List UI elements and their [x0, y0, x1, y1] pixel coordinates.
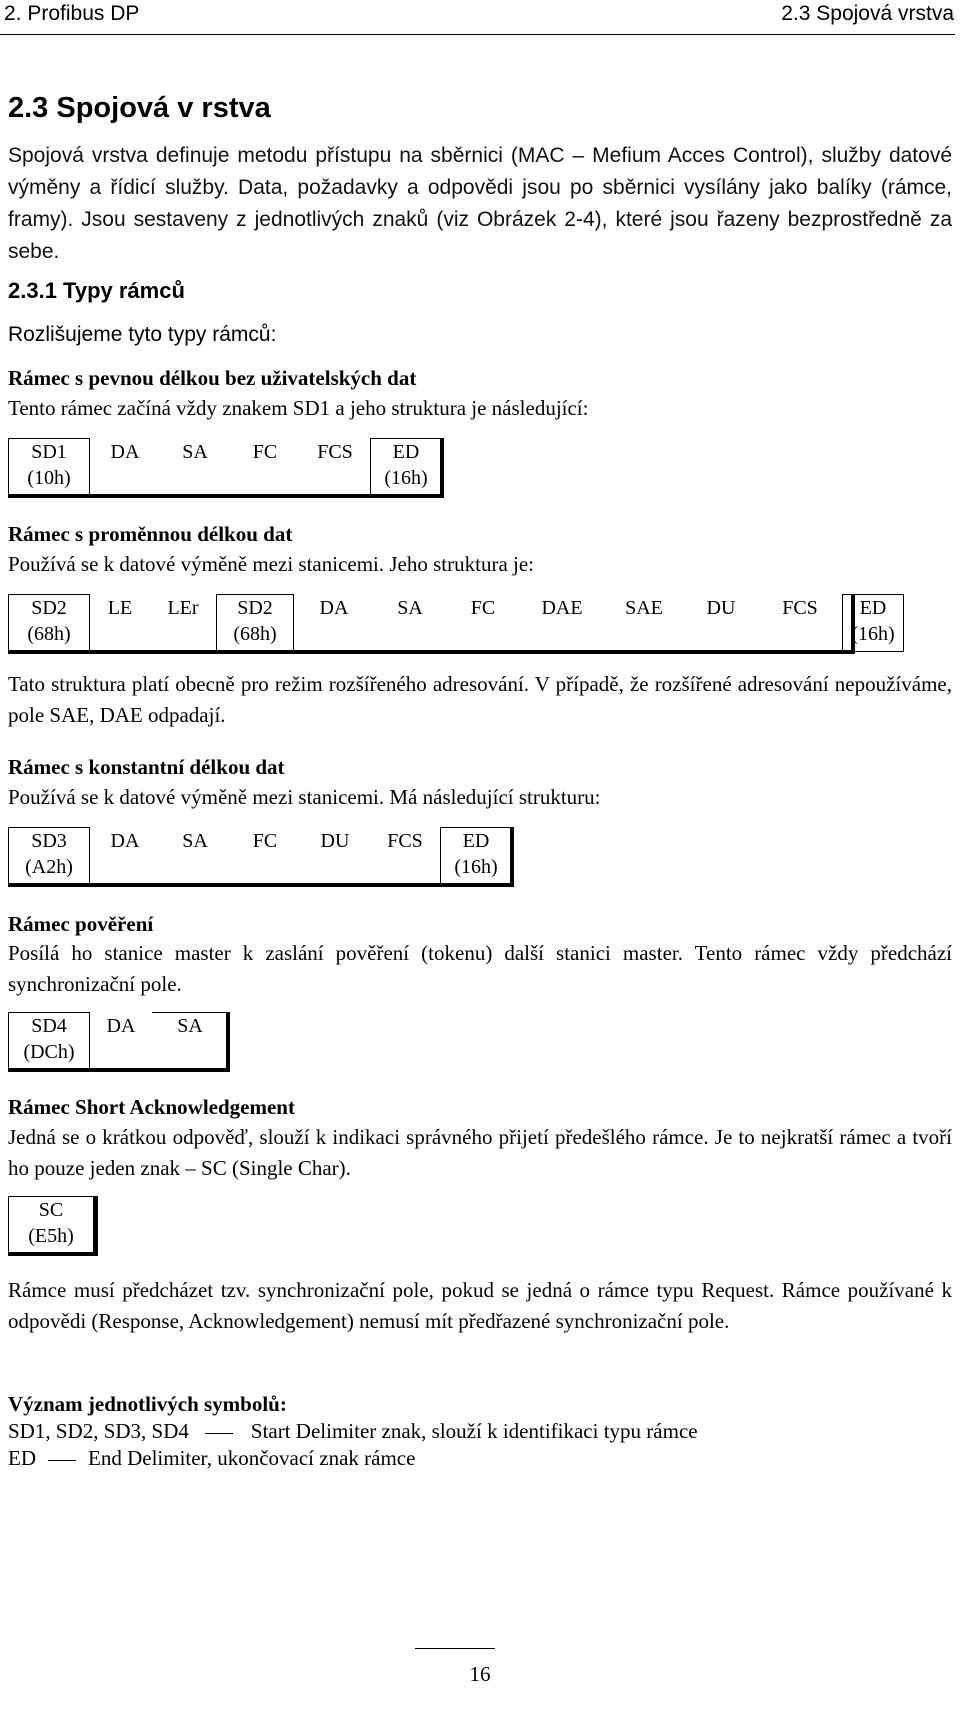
- frame5-outline: [8, 1196, 98, 1256]
- frame3-text: Používá se k datové výměně mezi stanicemi. Má následující strukturu:: [8, 785, 601, 809]
- frame4-text: Posílá ho stanice master k zaslání pověření (tokenu) další stanici master. Tento rámec vždy předchází synchronizační pole.: [8, 941, 952, 996]
- frame-field: SD4 (DCh): [9, 1013, 90, 1070]
- symbol-desc: Start Delimiter znak, slouží k identifikaci typu rámce: [250, 1419, 698, 1443]
- frame2-note: Tato struktura platí obecně pro režim rozšířeného adresování. V případě, že rozšířené adresování nepoužíváme, pole SAE, DAE odpadají.: [8, 672, 952, 727]
- frame-field: DU: [706, 596, 736, 619]
- frame-field: LE: [107, 596, 133, 619]
- frame1-text: Tento rámec začíná vždy znakem SD1 a jeho struktura je následující:: [8, 396, 589, 420]
- frame-field: SD1 (10h): [9, 439, 90, 496]
- frame-field: DA: [106, 1014, 136, 1037]
- symbol-row: [8, 1446, 415, 1471]
- frame-field: DA: [110, 440, 140, 463]
- frame-field: FC: [252, 440, 278, 463]
- frame-field: SA: [182, 829, 208, 852]
- subsection-title: 2.3.1 Typy rámců: [8, 278, 185, 303]
- frame3-title: Rámec s konstantní délkou dat: [8, 755, 285, 779]
- frame-field: ED (16h): [441, 828, 512, 885]
- frame-field: DAE: [541, 596, 583, 619]
- frame-field: DA: [319, 596, 349, 619]
- frame-field: SC (E5h): [9, 1197, 94, 1254]
- frame5-text: Jedná se o krátkou odpověď, slouží k indikaci správného přijetí předešlého rámce. Je to nejkratší rámec a tvoří ho pouze jeden znak – SC (Single Char).: [8, 1125, 952, 1180]
- header-rule: [0, 34, 955, 35]
- footer-rule: [415, 1648, 495, 1649]
- frame-field: SA: [397, 596, 423, 619]
- frame-field: ED (16h): [843, 595, 904, 652]
- sync-note: Rámce musí předcházet tzv. synchronizační pole, pokud se jedná o rámce typu Request. Rámce používané k odpovědi (Response, Acknowledgement) nemusí mít předřazené synchronizační pole.: [8, 1278, 952, 1333]
- frame-field: FC: [470, 596, 496, 619]
- frame2-text: Používá se k datové výměně mezi stanicemi. Jeho struktura je:: [8, 552, 535, 576]
- symbol-desc: End Delimiter, ukončovací znak rámce: [88, 1446, 416, 1470]
- frame-field: SD2 (68h): [217, 595, 294, 652]
- dash-mark: [205, 1433, 233, 1434]
- frame-field: FCS: [782, 596, 818, 619]
- frame-field: ED (16h): [371, 439, 442, 496]
- frame-field: DU: [320, 829, 350, 852]
- symbol-term: SD1, SD2, SD3, SD4: [8, 1419, 189, 1443]
- frame5-title: Rámec Short Acknowledgement: [8, 1095, 295, 1119]
- header-chapter: 2. Profibus DP: [4, 2, 140, 25]
- frame3-outline: [8, 827, 514, 887]
- symbol-row: [8, 1419, 698, 1444]
- frame-field: LEr: [167, 596, 199, 619]
- frame-field: SD2 (68h): [9, 595, 90, 652]
- dash-mark: [48, 1460, 76, 1461]
- section-title: 2.3 Spojová v rstva: [8, 92, 271, 124]
- frame-field: SA: [182, 440, 208, 463]
- frame1-outline: [8, 438, 444, 498]
- frame2-outline: [8, 594, 855, 654]
- frame-field: SA: [152, 1013, 229, 1070]
- frame-field: FCS: [387, 829, 423, 852]
- symbol-term: ED: [8, 1446, 36, 1470]
- symbols-title: Význam jednotlivých symbolů:: [8, 1392, 287, 1416]
- running-header: [0, 0, 960, 40]
- frame4-title: Rámec pověření: [8, 912, 154, 936]
- frame1-title: Rámec s pevnou délkou bez uživatelských dat: [8, 366, 417, 390]
- frame4-outline: [8, 1012, 230, 1072]
- frame-field: FCS: [317, 440, 353, 463]
- frame-field: SAE: [625, 596, 663, 619]
- header-section: 2.3 Spojová vrstva: [781, 2, 954, 25]
- lead-text: Rozlišujeme tyto typy rámců:: [8, 323, 277, 346]
- frame-field: DA: [110, 829, 140, 852]
- frame-field: SD3 (A2h): [9, 828, 90, 885]
- intro-paragraph: Spojová vrstva definuje metodu přístupu na sběrnici (MAC – Mefium Acces Control), služby datové výměny a řídicí služby. Data, požadavky a odpovědi jsou po sběrnici vysílány jako balíky (rámce, framy). Jsou sestaveny z jednotlivých znaků (viz Obrázek 2-4), které jsou řazeny bezprostředně za sebe.: [8, 144, 952, 263]
- page-number: 16: [469, 1662, 491, 1686]
- frame-field: FC: [252, 829, 278, 852]
- frame2-title: Rámec s proměnnou délkou dat: [8, 522, 293, 546]
